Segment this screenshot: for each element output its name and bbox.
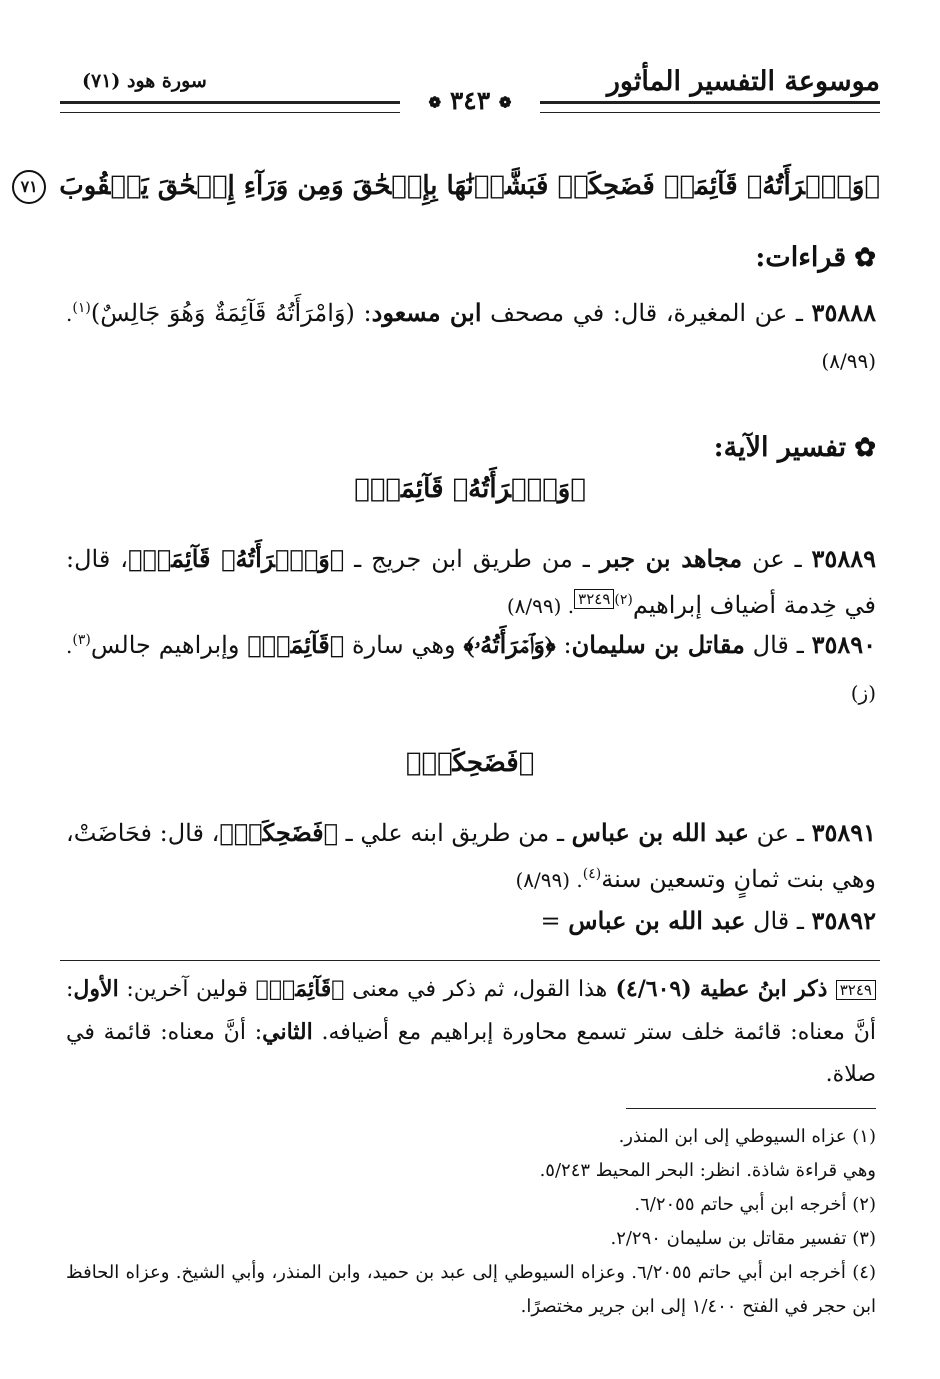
flower-icon: ✿	[854, 433, 876, 463]
note-text: : أنَّ معناه: قائمة في صلاة.	[66, 1020, 876, 1087]
note-bold-text: ذكر ابنُ عطية (٤/٦٠٩)	[607, 976, 836, 1002]
narration-reference: . (٨/٩٩)	[506, 594, 575, 618]
note-text: هذا القول، ثم ذكر في معنى	[344, 977, 608, 1002]
narration-text: ـ عن	[742, 545, 812, 573]
narrator-name: ابن مسعود	[371, 298, 482, 327]
narration-text: ، قال: في خِدمة أضياف إبراهيم	[66, 545, 876, 619]
footnote-marker: (٤)	[582, 866, 602, 882]
footnote-1-continued: وهي قراءة شاذة. انظر: البحر المحيط ٥/٢٤٣.	[539, 1160, 876, 1181]
quran-quote: ﴿وَٱمۡرَأَتُهُۥ قَآئِمَةٞ﴾	[127, 544, 345, 573]
narration-reference: . (٨/٩٩)	[66, 302, 876, 373]
narrator-name: عبد الله بن عباس	[568, 906, 746, 935]
section-heading-text: قراءات:	[755, 242, 847, 273]
narrator-name: مجاهد بن جبر	[599, 544, 743, 573]
footnote-marker: (١)	[72, 300, 91, 316]
narration-text: : (وَامْرَأَتُهُ قَآئِمَةٌ وَهُوَ جَالِسٌ)	[90, 299, 372, 327]
narration-35889	[66, 536, 876, 629]
ayah-number-marker: ٧١	[12, 170, 46, 204]
note-bold-text: الأول	[73, 976, 119, 1002]
quran-quote: ﴿قَآئِمَةٞ﴾	[255, 976, 345, 1002]
quran-quote: ﴿قَآئِمَةٞ﴾	[247, 630, 345, 659]
narration-reference: . (ز)	[66, 634, 876, 705]
page-number: ٣٤٣	[449, 86, 491, 115]
section-heading-tafsir	[714, 432, 876, 463]
narration-reference: . (٨/٩٩)	[515, 868, 583, 892]
surah-label: سورة هود (٧١)	[82, 70, 207, 92]
narration-text: وهي سارة	[344, 631, 464, 659]
narration-text: ـ قال	[744, 631, 812, 659]
boxed-note-marker: ٣٢٤٩	[574, 589, 614, 609]
section-heading-qiraat	[755, 242, 876, 273]
narration-text: ، قال: فحَاضَتْ، وهي بنت ثمانٍ وتسعين سنة	[66, 819, 876, 893]
narration-number: ٣٥٨٨٩	[811, 544, 876, 573]
narration-35890	[66, 622, 876, 716]
footnote-marker: (٣)	[72, 632, 91, 648]
footnote-3: (٣) تفسير مقاتل بن سليمان ٢/٢٩٠.	[610, 1228, 876, 1249]
flower-icon: ✿	[854, 243, 876, 273]
narration-text: وإبراهيم جالس	[90, 631, 248, 659]
book-title: موسوعة التفسير المأثور	[606, 66, 880, 97]
narration-text: ـ عن	[748, 819, 812, 847]
note-text: : أنَّ معناه: قائمة خلف ستر تسمع محاورة إبراهيم مع أضيافه.	[66, 977, 876, 1045]
narration-text: =	[540, 907, 569, 935]
section-heading-text: تفسير الآية:	[713, 432, 847, 463]
footnote-separator	[626, 1108, 876, 1109]
explanatory-note	[66, 968, 876, 1096]
footnote-2: (٢) أخرجه ابن أبي حاتم ٦/٢٠٥٥.	[634, 1194, 876, 1215]
footnote-4: (٤) أخرجه ابن أبي حاتم ٦/٢٠٥٥. وعزاه السيوطي إلى عبد بن حميد، وابن المنذر، وأبي الشيخ. وعزاه الحافظ ابن حجر في الفتح ١/٤٠٠ إلى ابن جرير مختصرًا.	[66, 1262, 876, 1317]
narration-35888	[66, 290, 876, 384]
narration-number: ٣٥٨٩٠	[811, 630, 877, 659]
quran-quote: ﴿فَضَحِكَتۡ﴾	[219, 818, 339, 847]
note-separator	[60, 960, 880, 961]
narration-text: ـ من طريق ابن جريج ـ	[344, 545, 600, 573]
narration-text: ـ من طريق ابنه علي ـ	[338, 819, 572, 847]
footnote-1: (١) عزاه السيوطي إلى ابن المنذر.	[618, 1126, 876, 1147]
page-number-wrap	[0, 86, 940, 115]
footnotes	[66, 1120, 876, 1324]
quran-phrase-heading: ﴿وَٱمۡرَأَتُهُۥ قَآئِمَةٞ﴾	[354, 474, 586, 504]
narration-text: :	[555, 631, 572, 659]
ornament-icon: ❁	[498, 93, 512, 112]
quran-verse	[20, 162, 880, 210]
narration-35891	[66, 810, 876, 903]
footnote-marker: (٢)	[614, 592, 633, 608]
narration-number: ٣٥٨٩١	[811, 818, 877, 847]
narration-number: ٣٥٨٨٨	[811, 298, 876, 327]
boxed-note-marker: ٣٢٤٩	[836, 980, 876, 1000]
quran-quote: ﴿وَٱمۡرَأَتُهُۥ﴾	[463, 630, 556, 659]
narration-text: ـ عن المغيرة، قال: في مصحف	[481, 299, 812, 327]
note-bold-text: الثاني	[262, 1019, 313, 1045]
narration-35892	[66, 898, 876, 944]
note-text: قولين آخرين:	[118, 977, 256, 1002]
narrator-name: عبد الله بن عباس	[571, 818, 749, 847]
narration-number: ٣٥٨٩٢	[811, 906, 876, 935]
verse-text: ﴿وَٱمۡرَأَتُهُۥ قَآئِمَةٞ فَضَحِكَتۡ فَبَشَّرۡنَٰهَا بِإِسۡحَٰقَ وَمِن وَرَآءِ إِسۡحَٰقَ يَعۡقُوبَ	[59, 171, 880, 201]
quran-phrase-heading: ﴿فَضَحِكَتۡ﴾	[405, 748, 535, 778]
ornament-icon: ❁	[428, 93, 442, 112]
narration-text: ـ قال	[745, 907, 812, 935]
narrator-name: مقاتل بن سليمان	[571, 630, 745, 659]
